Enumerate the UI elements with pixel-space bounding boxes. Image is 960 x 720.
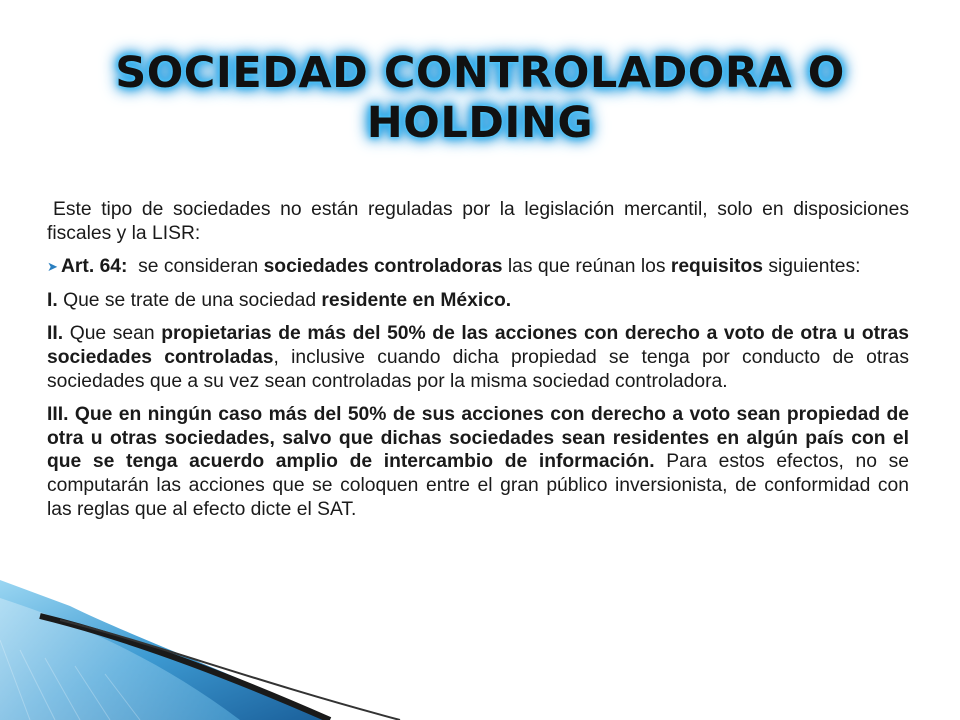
intro-paragraph: Este tipo de sociedades no están reguladas por la legislación mercantil, solo en disposiciones fiscales y la LISR: [47, 199, 909, 244]
item-2-paragraph [47, 322, 909, 393]
title-line-1: SOCIEDAD CONTROLADORA O [115, 48, 845, 98]
slide-title [0, 48, 960, 148]
item-2-text-1: Que sean [63, 323, 162, 345]
item-1-bold: residente en México. [321, 289, 512, 311]
item-3-paragraph [47, 403, 915, 521]
slide-body [47, 198, 915, 531]
item-1-number: I. [47, 289, 58, 311]
item-3-bold: III. Que en ningún caso más del 50% de sus acciones con derecho a voto sean propiedad de otra u otras sociedades, salvo que dichas sociedades sean residentes en algún país con el que se tenga acuerdo amplio de intercambio de información. [47, 404, 909, 473]
art64-label: Art. 64: [61, 256, 128, 278]
art64-bold-1: sociedades controladoras [263, 256, 503, 278]
item-1-paragraph [47, 289, 909, 313]
art64-bold-2: requisitos [670, 256, 763, 278]
title-line-2: HOLDING [366, 98, 594, 148]
wave-decoration [0, 580, 420, 720]
item-2-number: II. [47, 323, 64, 345]
item-3-text: Para estos efectos, no se computarán las acciones que se coloquen entre el gran público inversionista, de conformidad con las reglas que al efecto dicte el SAT. [47, 451, 915, 520]
item-2-bold: propietarias de más del 50% de las acciones con derecho a voto de otra u otras sociedades controladas [47, 323, 909, 368]
arrow-bullet-icon: ➤ [47, 259, 58, 275]
art64-paragraph [47, 255, 909, 279]
art64-text-3: siguientes: [762, 256, 861, 278]
art64-text-2: las que reúnan los [502, 256, 671, 278]
item-1-text: Que se trate de una sociedad [57, 289, 322, 311]
item-2-text-2: , inclusive cuando dicha propiedad se tenga por conducto de otras sociedades que a su vez sean controladas por la misma sociedad controladora. [47, 346, 909, 392]
art64-text-1: se consideran [127, 256, 264, 278]
